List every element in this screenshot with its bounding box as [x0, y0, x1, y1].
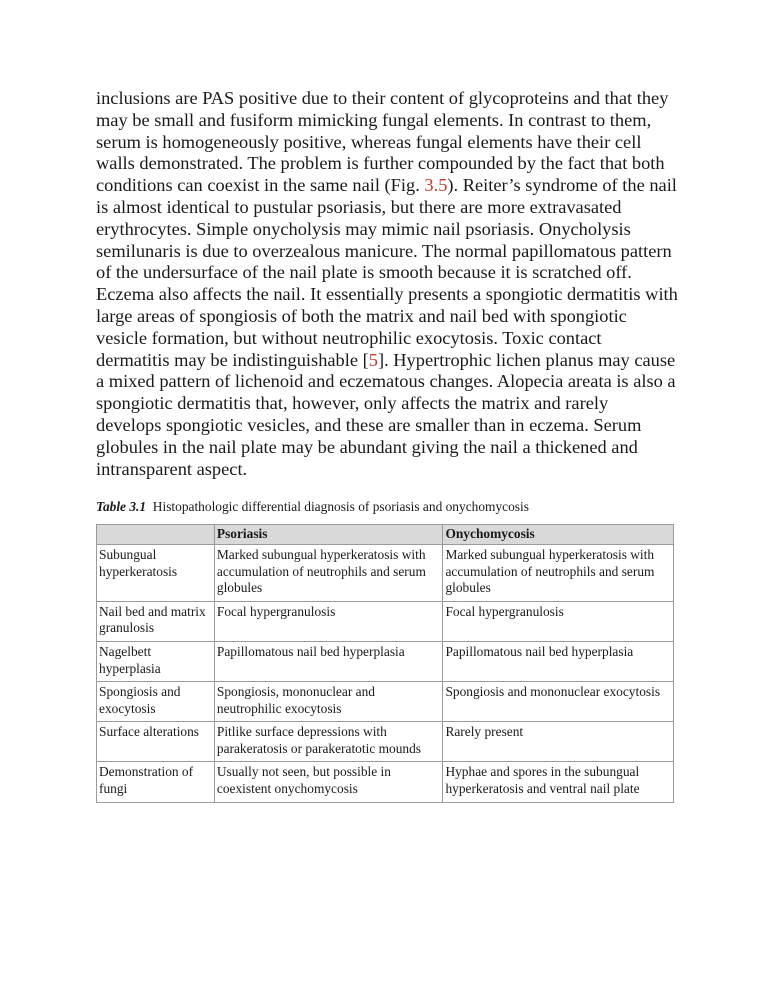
table-caption	[96, 498, 678, 515]
paragraph-text-3: ]. Hypertrophic lichen planus may cause a mixed pattern of lichenoid and eczematous changes. Alopecia areata is also a spongiotic dermatitis that, however, only affects the matrix and rarely develops spongiotic vesicles, and these are smaller than in eczema. Serum globules in the nail plate may be abundant giving the nail a thickened and intransparent aspect.	[96, 349, 676, 479]
header-cell-empty	[97, 525, 215, 545]
psoriasis-cell: Pitlike surface depressions with parakeratosis or parakeratotic mounds	[214, 722, 443, 762]
onychomycosis-cell: Focal hypergranulosis	[443, 601, 674, 641]
diagnosis-table	[96, 524, 674, 802]
psoriasis-cell: Marked subungual hyperkeratosis with accumulation of neutrophils and serum globules	[214, 544, 443, 601]
row-label-cell: Demonstration of fungi	[97, 762, 215, 802]
table-row	[97, 601, 674, 641]
row-label-cell: Nagelbett hyperplasia	[97, 641, 215, 681]
psoriasis-cell: Papillomatous nail bed hyperplasia	[214, 641, 443, 681]
onychomycosis-cell: Rarely present	[443, 722, 674, 762]
row-label-cell: Nail bed and matrix granulosis	[97, 601, 215, 641]
table-label: Table 3.1	[96, 499, 147, 515]
table-row	[97, 722, 674, 762]
table-header-row	[97, 525, 674, 545]
row-label-cell: Spongiosis and exocytosis	[97, 682, 215, 722]
table-row	[97, 641, 674, 681]
paragraph-text-2: ). Reiter’s syndrome of the nail is almost identical to pustular psoriasis, but there are more extravasated erythrocytes. Simple onycholysis may mimic nail psoriasis. Onycholysis semilunaris is due to overzealous manicure. The normal papillomatous pattern of the undersurface of the nail plate is smooth because it is scratched off. Eczema also affects the nail. It essentially presents a spongiotic dermatitis with large areas of spongiosis of both the matrix and nail bed with spongiotic vesicle formation, but without neutrophilic exocytosis. Toxic contact dermatitis may be indistinguishable [	[96, 175, 678, 370]
citation-reference-link[interactable]: 5	[368, 349, 378, 370]
header-cell-onychomycosis: Onychomycosis	[443, 525, 674, 545]
figure-reference-link[interactable]: 3.5	[424, 175, 448, 196]
table-row	[97, 682, 674, 722]
table-row	[97, 762, 674, 802]
onychomycosis-cell: Papillomatous nail bed hyperplasia	[443, 641, 674, 681]
row-label-cell: Surface alterations	[97, 722, 215, 762]
onychomycosis-cell: Marked subungual hyperkeratosis with accumulation of neutrophils and serum globules	[443, 544, 674, 601]
psoriasis-cell: Spongiosis, mononuclear and neutrophilic exocytosis	[214, 682, 443, 722]
row-label-cell: Subungual hyperkeratosis	[97, 544, 215, 601]
page-content	[96, 88, 678, 803]
paragraph-text-1: inclusions are PAS positive due to their content of glycoproteins and that they may be small and fusiform mimicking fungal elements. In contrast to them, serum is homogeneously positive, whereas fungal elements have their cell walls demonstrated. The problem is further compounded by the fact that both conditions can coexist in the same nail (Fig.	[96, 88, 669, 196]
table-row	[97, 544, 674, 601]
onychomycosis-cell: Spongiosis and mononuclear exocytosis	[443, 682, 674, 722]
header-cell-psoriasis: Psoriasis	[214, 525, 443, 545]
table-caption-text: Histopathologic differential diagnosis of psoriasis and onychomycosis	[152, 499, 529, 515]
body-paragraph	[96, 88, 678, 480]
psoriasis-cell: Focal hypergranulosis	[214, 601, 443, 641]
psoriasis-cell: Usually not seen, but possible in coexistent onychomycosis	[214, 762, 443, 802]
onychomycosis-cell: Hyphae and spores in the subungual hyperkeratosis and ventral nail plate	[443, 762, 674, 802]
